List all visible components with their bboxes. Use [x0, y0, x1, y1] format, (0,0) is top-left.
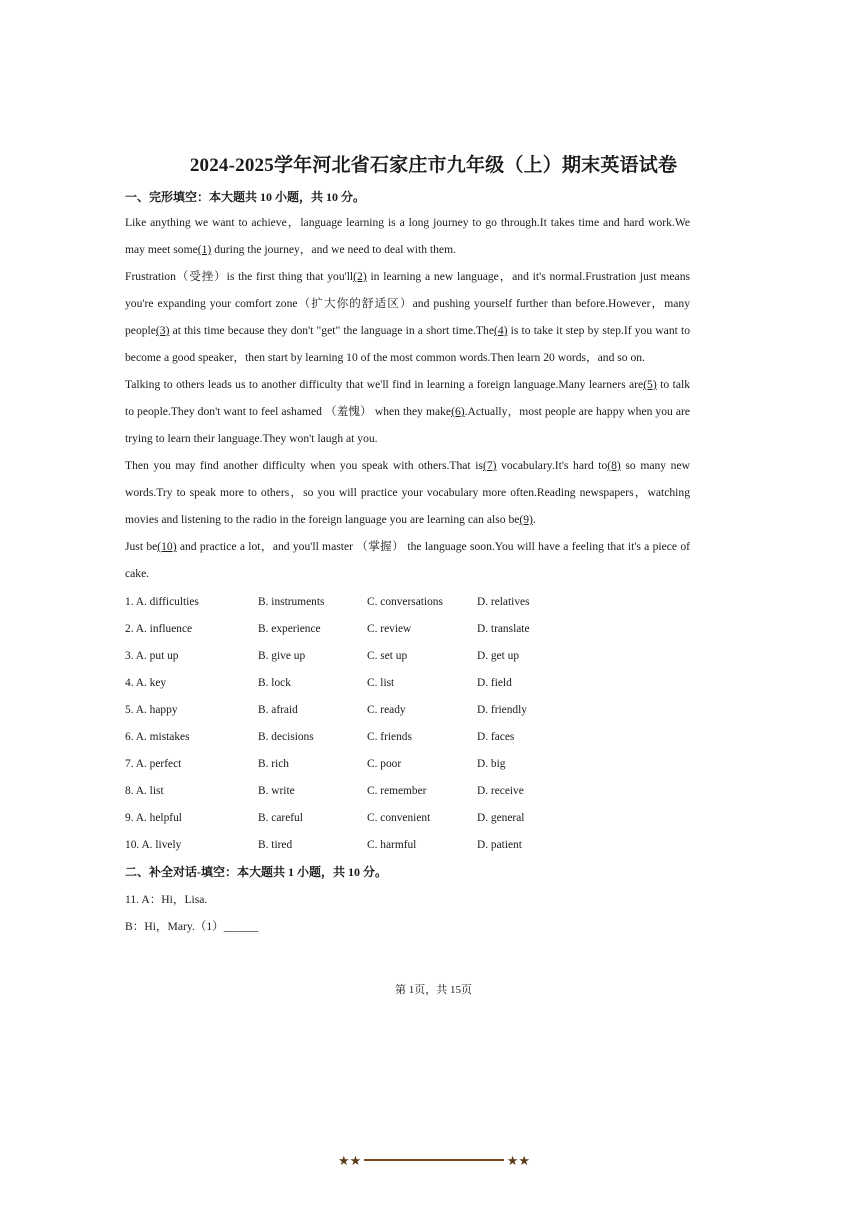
option-row	[125, 777, 685, 804]
dialogue-line-a: 11. A：Hi，Lisa.	[125, 893, 208, 906]
option-c: C. convenient	[367, 811, 431, 824]
blank-number: (5)	[643, 378, 657, 391]
option-a: 7. A. perfect	[125, 757, 182, 770]
option-a: 10. A. lively	[125, 838, 182, 851]
passage-text: during the journey，and we need to deal with them.	[211, 243, 456, 256]
option-row	[125, 750, 685, 777]
section-heading-dialogue: 二、补全对话-填空：本大题共 1 小题，共 10 分。	[125, 865, 387, 879]
option-a: 8. A. list	[125, 784, 164, 797]
option-row	[125, 588, 685, 615]
option-c: C. harmful	[367, 838, 417, 851]
option-b: B. rich	[258, 757, 290, 770]
blank-number: (7)	[482, 459, 497, 472]
passage-text: Just be	[125, 540, 158, 553]
option-b: B. give up	[258, 649, 306, 662]
option-d: D. faces	[477, 730, 515, 743]
option-d: D. receive	[477, 784, 524, 797]
passage-text: at this time because they don't "get" the language in a short time.The	[169, 324, 494, 337]
passage-text: Frustration（受挫）is the first thing that you'll	[125, 270, 354, 283]
option-a: 9. A. helpful	[125, 811, 182, 824]
page-title: 2024-2025学年河北省石家庄市九年级（上）期末英语试卷	[189, 155, 678, 176]
option-b: B. write	[258, 784, 295, 797]
passage-paragraph	[125, 452, 690, 533]
footer-ornament	[338, 1150, 530, 1170]
ornament-rule	[364, 1159, 503, 1161]
option-d: D. relatives	[477, 595, 530, 608]
option-row	[125, 804, 685, 831]
passage-text: is to take it step by step.If you want to become a good speaker，then start by learning 10 of the most common words.Then learn 20 words，and so on.	[125, 324, 690, 364]
passage-text: vocabulary.It's hard to	[496, 459, 608, 472]
option-row	[125, 831, 685, 858]
passage-text: Talking to others leads us to another difficulty that we'll find in learning a foreign language.Many learners are	[125, 378, 644, 391]
option-a: 6. A. mistakes	[125, 730, 190, 743]
option-d: D. field	[477, 676, 512, 689]
option-row	[125, 642, 685, 669]
passage-text: Then you may find another difficulty when you speak with others.That is	[125, 459, 483, 472]
option-d: D. get up	[477, 649, 520, 662]
blank-number: (6)	[451, 405, 465, 418]
passage-text: and practice a lot，and you'll master （掌握） the language soon.You will have a feeling that it's a piece of cake.	[125, 540, 690, 580]
passage-paragraph	[125, 533, 690, 587]
cloze-passage	[125, 209, 690, 587]
blank-number: (10)	[157, 540, 177, 553]
passage-text: .	[532, 513, 536, 526]
option-d: D. translate	[477, 622, 530, 635]
option-b: B. careful	[258, 811, 303, 824]
option-d: D. big	[477, 757, 506, 770]
star-icon: ★★	[338, 1152, 362, 1168]
option-a: 2. A. influence	[125, 622, 193, 635]
answer-options	[125, 588, 685, 858]
option-c: C. set up	[367, 649, 408, 662]
option-a: 3. A. put up	[125, 649, 179, 662]
blank-number: (2)	[353, 270, 367, 283]
option-c: C. remember	[367, 784, 427, 797]
option-row	[125, 696, 685, 723]
blank-number: (9)	[519, 513, 533, 526]
option-b: B. decisions	[258, 730, 314, 743]
page-number: 第 1页，共 15页	[395, 984, 472, 996]
passage-text: .Actually，most people are happy when you are trying to learn their language.They won't laugh at you.	[125, 405, 690, 445]
option-b: B. afraid	[258, 703, 298, 716]
passage-paragraph	[125, 209, 690, 263]
blank-number: (4)	[493, 324, 508, 337]
option-row	[125, 615, 685, 642]
option-a: 1. A. difficulties	[125, 595, 199, 608]
option-c: C. friends	[367, 730, 412, 743]
passage-text: Like anything we want to achieve，language learning is a long journey to go through.It takes time and hard work.We may meet some	[125, 216, 690, 256]
option-a: 4. A. key	[125, 676, 167, 689]
option-b: B. tired	[258, 838, 293, 851]
option-b: B. instruments	[258, 595, 325, 608]
option-c: C. conversations	[367, 595, 443, 608]
blank-number: (8)	[607, 459, 621, 472]
passage-text: in learning a new language，and it's normal.Frustration just means you're expanding your comfort zone（扩大你的舒适区）and pushing yourself further than before.However，many people	[125, 270, 691, 337]
blank-number: (3)	[155, 324, 170, 337]
blank-number: (1)	[197, 243, 212, 256]
option-row	[125, 669, 685, 696]
option-b: B. lock	[258, 676, 291, 689]
option-d: D. general	[477, 811, 525, 824]
passage-text: to talk to people.They don't want to feel ashamed （羞愧） when they make	[125, 378, 690, 418]
section-heading-cloze: 一、完形填空：本大题共 10 小题，共 10 分。	[125, 190, 366, 204]
option-c: C. list	[367, 676, 395, 689]
option-row	[125, 723, 685, 750]
passage-text: so many new words.Try to speak more to others，so you will practice your vocabulary more often.Reading newspapers，watching movies and listening to the radio in the foreign language you are learning can also be	[125, 459, 690, 526]
dialogue-line-b: B：Hi，Mary.（1）______	[125, 920, 259, 933]
passage-paragraph	[125, 263, 690, 371]
star-icon: ★★	[506, 1152, 530, 1168]
option-b: B. experience	[258, 622, 321, 635]
option-c: C. poor	[367, 757, 402, 770]
passage-paragraph	[125, 371, 690, 452]
option-d: D. patient	[477, 838, 522, 851]
option-c: C. review	[367, 622, 412, 635]
option-c: C. ready	[367, 703, 406, 716]
option-a: 5. A. happy	[125, 703, 178, 716]
option-d: D. friendly	[477, 703, 527, 716]
